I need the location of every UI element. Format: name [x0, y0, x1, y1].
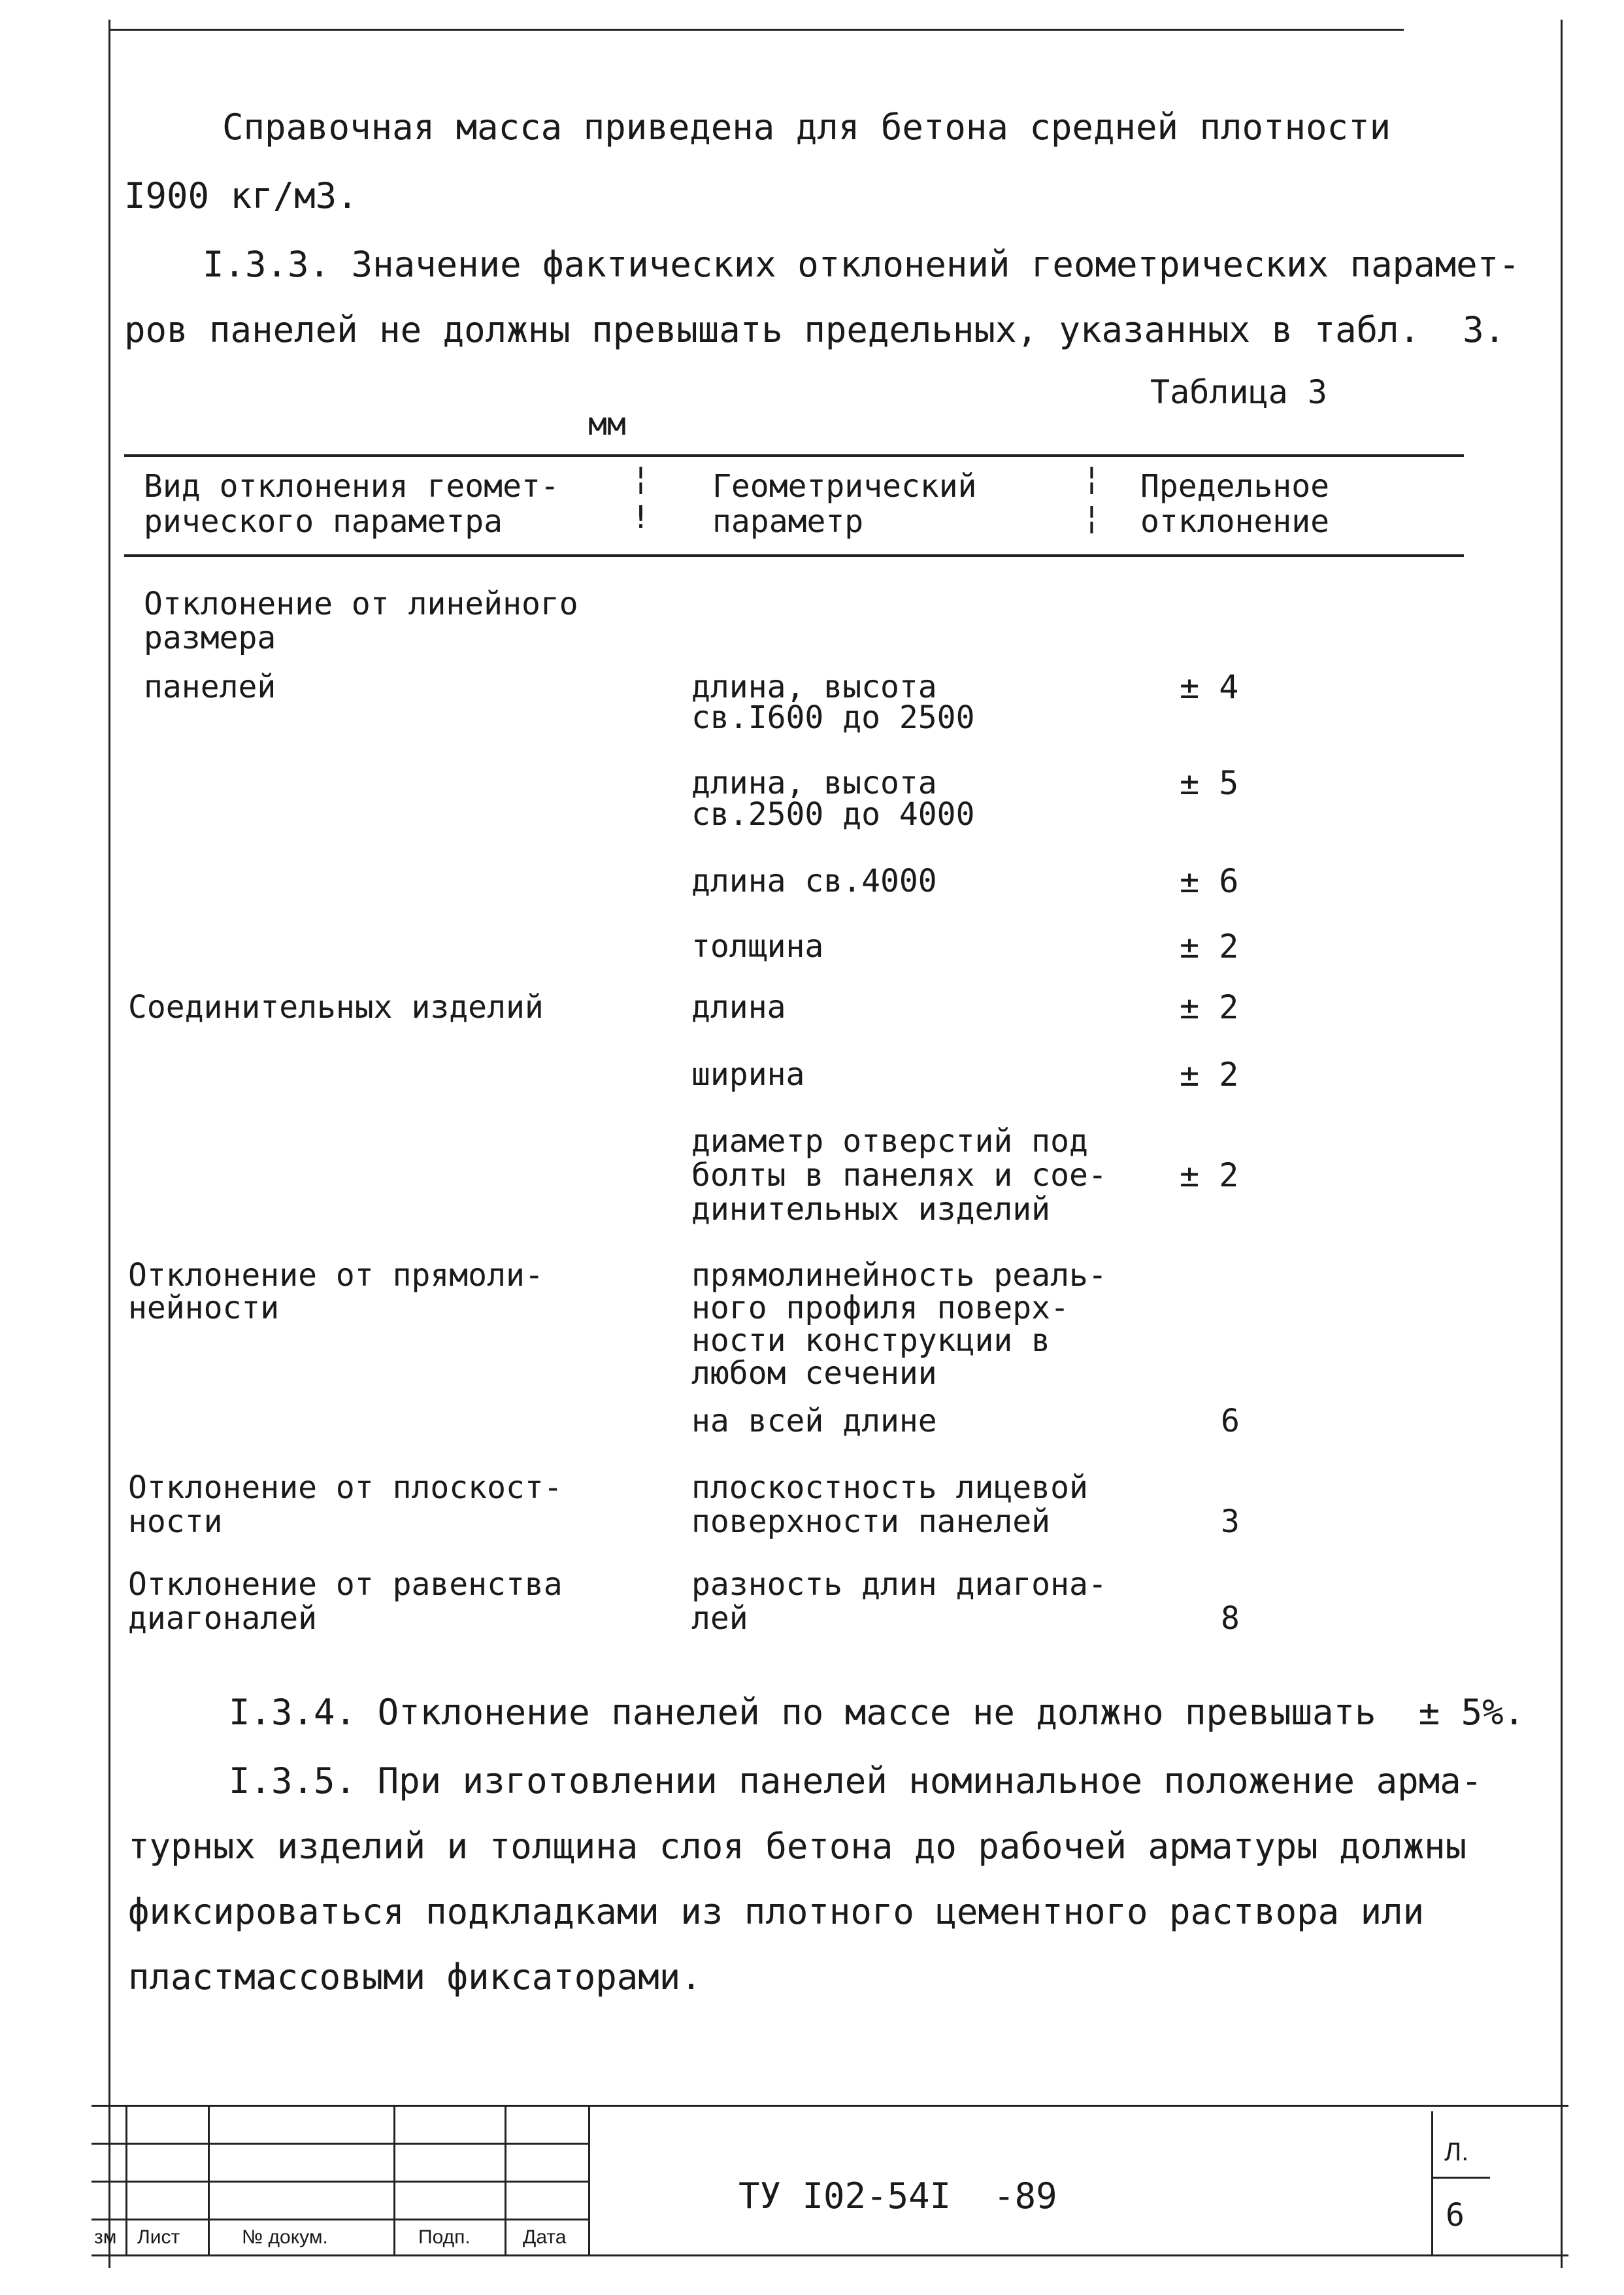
- sheet-label: Л.: [1444, 2137, 1469, 2166]
- stamp-label-sign: Подп.: [418, 2226, 471, 2248]
- stamp-label-list: Лист: [137, 2226, 180, 2248]
- row-4-col2: толщина: [691, 928, 824, 965]
- stamp-label-date: Дата: [523, 2226, 567, 2248]
- header-col1-line-2: рического параметра: [144, 503, 503, 540]
- row-8-col1b: нейности: [128, 1290, 280, 1326]
- para-1-line-1: Справочная масса приведена для бетона средней плотности: [222, 107, 1391, 148]
- row-7-col2b: болты в панелях и сое-: [691, 1157, 1107, 1194]
- table-caption: Таблица 3: [1150, 373, 1327, 411]
- row-1-col2: длина, высота: [691, 669, 937, 705]
- stamp-row-line-2: [91, 2181, 588, 2183]
- row-10-col3: 3: [1221, 1503, 1240, 1540]
- row-6-col2: ширина: [691, 1056, 805, 1093]
- table-top-rule: [124, 454, 1464, 457]
- header-col2-line-2: параметр: [712, 503, 864, 540]
- stamp-row-line-3: [91, 2219, 588, 2220]
- row-11-col3: 8: [1221, 1600, 1240, 1637]
- row-11-col1: Отклонение от равенства: [128, 1566, 563, 1603]
- stamp-v-4: [505, 2105, 506, 2256]
- row-8-col2d: любом сечении: [691, 1355, 937, 1392]
- row-8-col2: прямолинейность реаль-: [691, 1257, 1107, 1294]
- row-3-col2: длина св.4000: [691, 863, 937, 899]
- row-11-col1b: диагоналей: [128, 1600, 317, 1637]
- header-col2-line-1: Геометрический: [712, 468, 977, 505]
- row-5-col3: ± 2: [1180, 988, 1239, 1026]
- row-2-col2b: св.2500 до 4000: [691, 796, 975, 833]
- row-3-col3: ± 6: [1180, 862, 1239, 900]
- row-10-col1: Отклонение от плоскост-: [128, 1469, 563, 1506]
- row-7-col2c: динительных изделий: [691, 1191, 1051, 1228]
- stamp-sheet-divider: [1431, 2177, 1490, 2179]
- row-11-col2b: лей: [691, 1600, 748, 1637]
- table-units: мм: [588, 406, 626, 443]
- row-1-col2b: св.I600 до 2500: [691, 699, 975, 736]
- document-code: ТУ I02-54I -89: [738, 2175, 1057, 2217]
- title-block: [91, 2105, 1568, 2256]
- row-2-col3: ± 5: [1180, 764, 1239, 802]
- row-9-col2: на всей длине: [691, 1403, 937, 1439]
- row-5-col1: Соединительных изделий: [128, 989, 544, 1026]
- row-7-col3: ± 2: [1180, 1156, 1239, 1194]
- stamp-top-line: [91, 2105, 1568, 2107]
- row-0-col1b: размера: [144, 620, 276, 656]
- header-divider-2: ¦: [1082, 460, 1101, 497]
- header-divider-1b: !: [631, 499, 650, 536]
- para-1-line-2: I900 кг/м3.: [124, 175, 358, 216]
- header-col3-line-1: Предельное: [1140, 468, 1329, 505]
- frame-right-line: [1561, 20, 1563, 2268]
- row-4-col3: ± 2: [1180, 928, 1239, 965]
- header-divider-1: ¦: [631, 460, 650, 497]
- para-4-line-3: фиксироваться подкладками из плотного цементного раствора или: [128, 1891, 1425, 1932]
- stamp-label-doc: № докум.: [242, 2226, 328, 2248]
- para-4-line-1: I.3.5. При изготовлении панелей номинальное положение арма-: [229, 1760, 1483, 1801]
- row-10-col2b: поверхности панелей: [691, 1503, 1051, 1540]
- stamp-v-1: [125, 2105, 127, 2256]
- row-10-col1b: ности: [128, 1503, 223, 1540]
- row-9-col3: 6: [1221, 1403, 1240, 1439]
- stamp-v-2: [208, 2105, 210, 2256]
- frame-left-line: [108, 20, 110, 2268]
- frame-top-line: [110, 29, 1404, 31]
- row-8-col2b: ного профиля поверх-: [691, 1290, 1069, 1326]
- header-divider-2b: ¦: [1082, 499, 1101, 536]
- row-0-col1: Отклонение от линейного: [144, 586, 578, 622]
- para-4-line-2: турных изделий и толщина слоя бетона до рабочей арматуры должны: [128, 1826, 1467, 1867]
- row-8-col2c: ности конструкции в: [691, 1322, 1051, 1359]
- stamp-v-3: [393, 2105, 395, 2256]
- row-11-col2: разность длин диагона-: [691, 1566, 1107, 1603]
- para-2-line-1: I.3.3. Значение фактических отклонений геометрических парамет-: [203, 244, 1520, 285]
- row-6-col3: ± 2: [1180, 1056, 1239, 1094]
- row-1-col1: панелей: [144, 669, 276, 705]
- row-10-col2: плоскостность лицевой: [691, 1469, 1088, 1506]
- para-2-line-2: ров панелей не должны превышать предельных, указанных в табл. 3.: [124, 309, 1506, 350]
- row-8-col1: Отклонение от прямоли-: [128, 1257, 544, 1294]
- header-col1-line-1: Вид отклонения геомет-: [144, 468, 559, 505]
- stamp-row-line-1: [91, 2143, 588, 2145]
- stamp-v-sheet: [1431, 2111, 1433, 2256]
- stamp-v-5: [588, 2105, 590, 2256]
- para-3: I.3.4. Отклонение панелей по массе не должно превышать ± 5%.: [229, 1692, 1525, 1733]
- stamp-bottom-line: [91, 2254, 1568, 2256]
- sheet-number: 6: [1446, 2197, 1465, 2234]
- row-1-col3: ± 4: [1180, 668, 1239, 706]
- table-header-rule: [124, 554, 1464, 557]
- stamp-label-izm: зм: [94, 2226, 117, 2248]
- para-4-line-4: пластмассовыми фиксаторами.: [128, 1956, 702, 1998]
- row-5-col2: длина: [691, 989, 786, 1026]
- header-col3-line-2: отклонение: [1140, 503, 1329, 540]
- row-2-col2: длина, высота: [691, 765, 937, 801]
- row-7-col2: диаметр отверстий под: [691, 1123, 1088, 1160]
